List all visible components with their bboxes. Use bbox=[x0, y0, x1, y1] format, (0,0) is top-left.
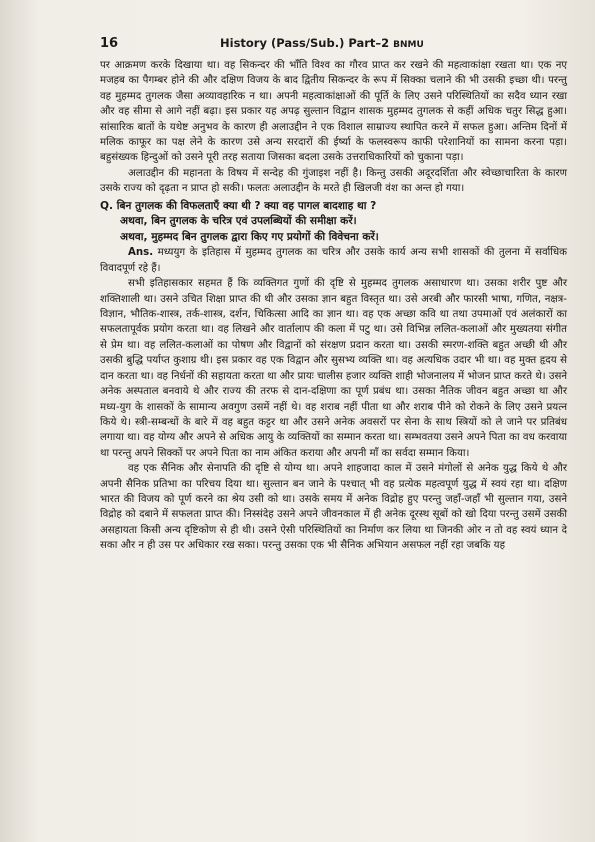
paragraph-2: अलाउद्दीन की महानता के विषय में सन्देह की गुंजाइश नहीं है। किन्तु उसकी अदूरदर्शिता और स्वेच्छाचारिता के कारण उसके राज्य को दृढ़ता न प्राप्त हो सकी। फलतः अलाउद्दीन के मरते ही खिलजी वंश का अन्त हो गया। bbox=[100, 167, 567, 195]
page-header bbox=[100, 36, 567, 56]
answer-label: Ans. bbox=[128, 247, 154, 259]
question-line-2: अथवा, बिन तुगलक के चरित्र एवं उपलब्धियों की समीक्षा करें। bbox=[120, 215, 357, 228]
book-title: History (Pass/Sub.) Part–2 bbox=[220, 36, 390, 50]
question-line-3: अथवा, मुहम्मद बिन तुगलक द्वारा किए गए प्रयोगों की विवेचना करें। bbox=[120, 230, 379, 243]
answer-paragraph-1: सभी इतिहासकार सहमत हैं कि व्यक्तिगत गुणों की दृष्टि से मुहम्मद तुगलक असाधारण था। उसका शरीर पुष्ट और शक्तिशाली था। उसने उचित शिक्षा प्राप्त की थी और उसका ज्ञान बहुत विस्तृत था। उसे अरबी और फारसी भाषा, गणित, नक्षत्र-विज्ञान, भौतिक-शास्त्र, तर्क-शास्त्र, दर्शन, चिकित्सा आदि का ज्ञान था। वह एक अच्छा कवि था तथा उपमाओं एवं अलंकारों का सफलतापूर्वक प्रयोग करता था। वह लिखने और वार्तालाप की कला में पटु था। उसे विभिन्न ललित-कलाओं और मुख्यतया संगीत से प्रेम था। वह ललित-कलाओं का पोषण और विद्वानों को संरक्षण प्रदान करता था। उसकी स्मरण-शक्ति बहुत अच्छी थी और उसकी बुद्धि पर्याप्त कुशाग्र थी। इस प्रकार वह एक विद्वान और सुसभ्य व्यक्ति था। वह अत्यधिक उदार भी था। वह मुक्त हृदय से दान करता था। वह निर्धनों की सहायता करता था और प्रायः चालीस हजार व्यक्ति शाही भोजनालय में भोजन प्राप्त करते थे। उसने अनेक अस्पताल बनवाये थे और राज्य की तरफ से दान-दक्षिणा का पूर्ण प्रबंध था। उसका नैतिक जीवन बहुत अच्छा था और मध्य-युग के शासकों के सामान्य अवगुण उसमें नहीं थे। वह शराब नहीं पीता था और शराब पीने को रोकने के लिए उसने प्रयत्न किये थे। स्त्री-सम्बन्धों के बारे में वह बहुत कट्टर था और उसने अनेक अवसरों पर सेना के साथ स्त्रियों को ले जाने पर प्रतिबंध लगाया था। वह योग्य और अपने से अधिक आयु के व्यक्तियों का सम्मान करता था। सम्भवतया उसने अपने पिता का वध करवाया था परन्तु अपने सिक्कों पर अपने पिता का नाम अंकित कराया और अपनी माँ का सर्वदा सम्मान किया। bbox=[100, 278, 567, 459]
question-block bbox=[100, 199, 567, 246]
page-body bbox=[100, 58, 567, 554]
book-tag: BNMU bbox=[393, 40, 424, 50]
answer-paragraph-2: वह एक सैनिक और सेनापति की दृष्टि से योग्य था। अपने शाहजादा काल में उसने मंगोलों से अनेक युद्ध किये थे और अपनी सैनिक प्रतिभा का परिचय दिया था। सुल्तान बन जाने के पश्चात् भी वह प्रत्येक महत्वपूर्ण युद्ध में स्वयं रहा था। दक्षिण भारत की विजय को पूर्ण करने का श्रेय उसी को था। उसके समय में अनेक विद्रोह हुए परन्तु जहाँ-जहाँ भी सुल्तान गया, उसने विद्रोह को दबाने में सफलता प्राप्त की। निस्संदेह उसने अपने जीवनकाल में ही अनेक दूरस्थ सूबों को खो दिया परन्तु उसमें उसकी असहायता किसी अन्य दृष्टिकोण से ही थी। उसने ऐसी परिस्थितियों का निर्माण कर लिया था जिनकी ओर न तो वह स्वयं ध्यान दे सका और न ही उस पर अधिकार रख सका। परन्तु उसका एक भी सैनिक अभियान असफल नहीं रहा जबकि यह bbox=[100, 463, 567, 552]
answer-intro-text: मध्ययुग के इतिहास में मुहम्मद तुगलक का चरित्र और उसके कार्य अन्य सभी शासकों की तुलना में सर्वाधिक विवादपूर्ण रहे हैं। bbox=[100, 247, 567, 274]
paragraph-1: पर आक्रमण करके दिखाया था। वह सिकन्दर की भाँति विश्व का गौरव प्राप्त कर रखने की महत्वाकांक्षा रखता था। एक नए मजहब का पैगम्बर होने की और दक्षिण विजय के बाद द्वितीय सिकन्दर के रूप में सिक्का चलाने की भी उसकी इच्छा थी। परन्तु वह मुहम्मद तुगलक जैसा अव्यावहारिक न था। अपनी महत्वाकांक्षाओं की पूर्ति के लिए उसने परिस्थितियों का सदैव ध्यान रखा और वह सीमा से आगे नहीं बढ़ा। इस प्रकार यह अपढ़ सुल्तान विद्वान शासक मुहम्मद तुगलक से कहीं अधिक चतुर सिद्ध हुआ। सांसारिक बातों के यथेष्ट अनुभव के कारण ही अलाउद्दीन ने एक विशाल साम्राज्य स्थापित करने में सफल हुआ। अन्तिम दिनों में मलिक काफूर का पक्ष लेने के कारण उसे अन्य सरदारों की ईर्ष्या के फलस्वरूप काफी परेशानियों का सामना करना पड़ा। बहुसंख्यक हिन्दुओं को उसने पूरी तरह सताया जिसका बदला उसके उत्तराधिकारियों को चुकाना पड़ा। bbox=[100, 60, 567, 164]
answer-intro bbox=[100, 245, 567, 276]
question-line-1: Q. बिन तुगलक की विफलताएँ क्या थी ? क्या वह पागल बादशाह था ? bbox=[100, 199, 377, 212]
page-number: 16 bbox=[100, 36, 119, 51]
